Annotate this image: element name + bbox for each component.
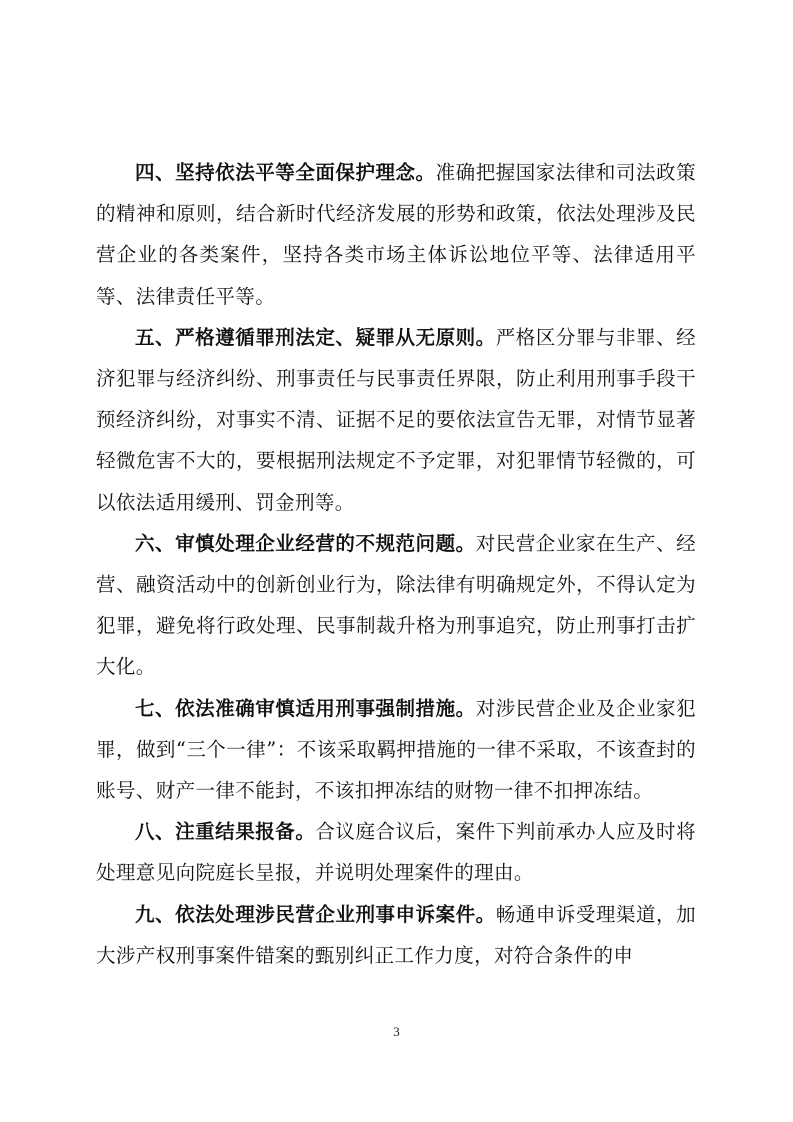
paragraph-text: 准确把握国家法律和司法政策的精神和原则，结合新时代经济发展的形势和政策，依法处理涉及民营企业的各类案件，坚持各类市场主体诉讼地位平等、法律适用平等、法律责任平等。 (96, 161, 696, 308)
paragraph-9 (96, 894, 696, 976)
paragraph-heading: 八、注重结果报备。 (135, 820, 316, 844)
paragraph-text: 合议庭合议后，案件下判前承办人应及时将处理意见向院庭长呈报，并说明处理案件的理由。 (96, 820, 696, 885)
paragraph-5 (96, 317, 696, 523)
paragraph-heading: 四、坚持依法平等全面保护理念。 (135, 161, 436, 184)
paragraph-heading: 九、依法处理涉民营企业刑事申诉案件。 (135, 902, 496, 926)
paragraph-4 (96, 152, 696, 317)
paragraph-7 (96, 688, 696, 812)
page-number: 3 (393, 1024, 400, 1039)
paragraph-6 (96, 523, 696, 688)
document-body (96, 152, 696, 976)
paragraph-text: 对民营企业家在生产、经营、融资活动中的创新创业行为，除法律有明确规定外，不得认定为犯罪，避免将行政处理、民事制裁升格为刑事追究，防止刑事打击扩大化。 (96, 531, 696, 679)
paragraph-text: 严格区分罪与非罪、经济犯罪与经济纠纷、刑事责任与民事责任界限，防止利用刑事手段干预经济纠纷，对事实不清、证据不足的要依法宣告无罪，对情节显著轻微危害不大的，要根据刑法规定不予定罪，对犯罪情节轻微的，可以依法适用缓刑、罚金刑等。 (96, 325, 696, 514)
paragraph-heading: 六、审慎处理企业经营的不规范问题。 (135, 531, 476, 555)
paragraph-8 (96, 811, 696, 893)
paragraph-text: 对涉民营企业及企业家犯罪，做到“三个一律”：不该采取羁押措施的一律不采取，不该查封的账号、财产一律不能封，不该扣押冻结的财物一律不扣押冻结。 (96, 696, 696, 803)
paragraph-heading: 七、依法准确审慎适用刑事强制措施。 (135, 696, 476, 720)
paragraph-heading: 五、严格遵循罪刑法定、疑罪从无原则。 (135, 325, 496, 349)
paragraph-text: 畅通申诉受理渠道，加大涉产权刑事案件错案的甄别纠正工作力度，对符合条件的申 (96, 902, 696, 967)
